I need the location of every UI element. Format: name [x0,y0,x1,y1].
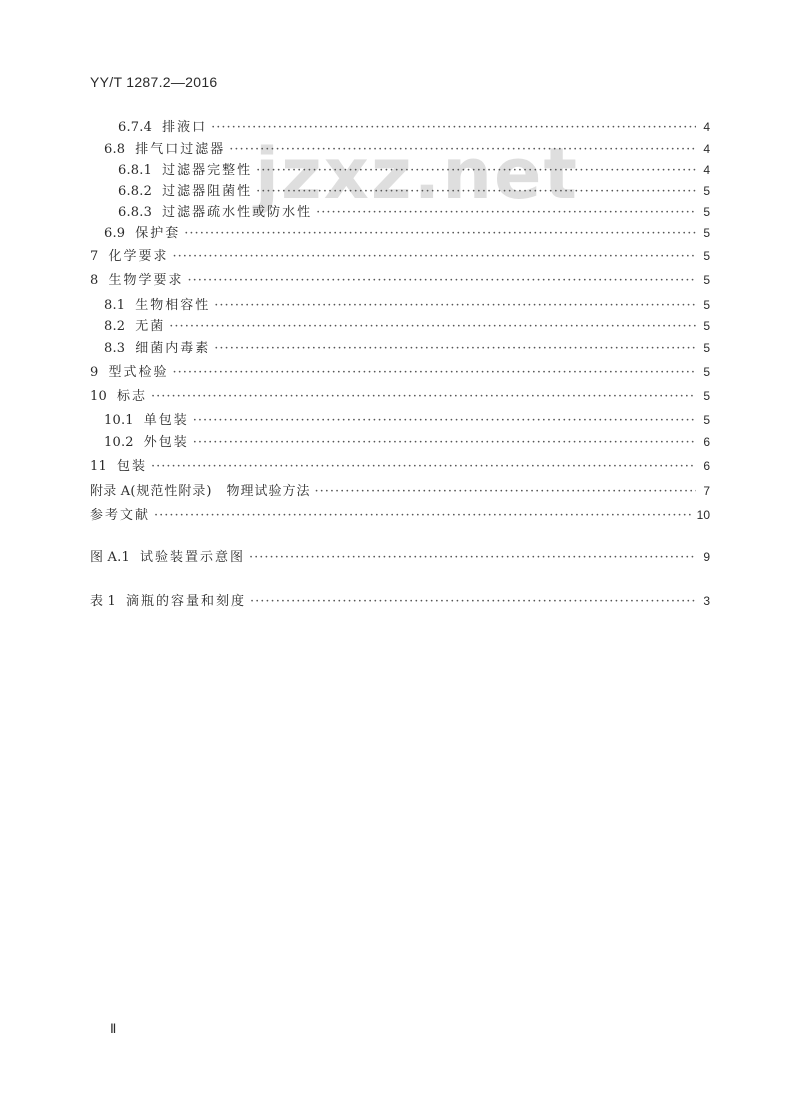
toc-entry-number: 8.3 [104,341,126,356]
toc-entry-7[interactable] [90,245,710,264]
toc-entry-page: 6 [703,435,710,449]
toc-entry-title: 单包装 [143,413,189,428]
toc-entry-title: 滴瓶的容量和刻度 [126,594,247,609]
toc-entry-bibliography[interactable] [90,504,710,523]
toc-entry-page: 5 [703,365,710,379]
toc-entry-number: 10.1 [104,413,134,428]
toc-entry-page: 4 [703,120,710,134]
toc-leader [169,319,696,334]
toc-entry-11[interactable] [90,455,710,474]
toc-entry-title: 排气口过滤器 [135,142,226,157]
toc-entry-number: 10 [90,389,107,404]
toc-entry-title: 试验装置示意图 [139,550,245,565]
toc-leader [193,435,696,450]
toc-entry-page: 9 [703,550,710,564]
toc-entry-title: 保护套 [135,226,181,241]
toc-entry-page: 10 [696,508,710,522]
toc-entry-title: 过滤器完整性 [162,163,253,178]
toc-entry-number: 6.9 [104,226,126,241]
toc-entry-title: 排液口 [162,120,208,135]
toc-entry-8-2[interactable] [104,315,710,334]
toc-entry-page: 3 [703,594,710,608]
toc-entry-title: 过滤器阻菌性 [162,184,253,199]
toc-leader [151,389,696,404]
toc-entry-6-8-2[interactable] [118,180,710,199]
toc-entry-page: 5 [703,205,710,219]
toc-entry-10-1[interactable] [104,409,710,428]
standard-code: YY/T 1287.2—2016 [90,74,218,90]
toc-entry-6-9[interactable] [104,222,710,241]
toc-entry-title: 外包装 [143,435,189,450]
toc-leader [193,413,696,428]
toc-entry-6-7-4[interactable] [118,116,710,135]
toc-leader [256,163,696,178]
toc-leader [214,341,696,356]
toc-leader [151,459,696,474]
toc-entry-page: 5 [703,249,710,263]
toc-leader [250,594,696,609]
toc-entry-figure-a-1[interactable] [90,546,710,565]
toc-entry-page: 5 [703,184,710,198]
toc-entry-8-1[interactable] [104,294,710,313]
toc-entry-number: 9 [90,365,99,380]
toc-leader [173,249,697,264]
toc-entry-title: 参考文献 [90,508,151,523]
toc-leader [211,120,696,135]
toc-leader [154,508,693,523]
toc-entry-number: 6.8 [104,142,126,157]
toc-entry-6-8-3[interactable] [118,201,710,220]
toc-entry-title: 生物学要求 [108,273,184,288]
toc-entry-number: 11 [90,459,107,474]
toc-entry-page: 5 [703,298,710,312]
toc-entry-number: 图 A.1 [90,550,130,565]
toc-leader [173,365,697,380]
toc-entry-title: 细菌内毒素 [135,341,211,356]
toc-leader [214,298,696,313]
toc-entry-title: 型式检验 [108,365,169,380]
toc-entry-page: 7 [703,484,710,498]
toc-entry-page: 5 [703,341,710,355]
page-number: Ⅱ [110,1021,117,1036]
toc-entry-page: 6 [703,459,710,473]
toc-entry-page: 5 [703,226,710,240]
toc-entry-number: 6.7.4 [118,120,153,135]
toc-entry-page: 5 [703,319,710,333]
toc-entry-table-1[interactable] [90,590,710,609]
toc-entry-6-8-1[interactable] [118,159,710,178]
toc-entry-title: 包装 [116,459,147,474]
toc-leader [229,142,696,157]
toc-entry-number: 8.2 [104,319,126,334]
toc-entry-title: 无菌 [135,319,166,334]
toc-entry-8[interactable] [90,269,710,288]
toc-entry-number: 7 [90,249,99,264]
toc-leader [184,226,696,241]
toc-entry-number: 10.2 [104,435,134,450]
toc-entry-page: 5 [703,389,710,403]
toc-entry-title: 化学要求 [108,249,169,264]
toc-entry-annex-a[interactable] [90,480,710,499]
toc-entry-title: 标志 [116,389,147,404]
toc-entry-number: 6.8.2 [118,184,153,199]
toc-entry-number: 6.8.1 [118,163,153,178]
toc-entry-10-2[interactable] [104,431,710,450]
toc-leader [188,273,697,288]
toc-entry-title: (规范性附录) 物理试验方法 [130,484,311,499]
toc-leader [314,484,696,499]
toc-entry-page: 4 [703,163,710,177]
toc-entry-title: 过滤器疏水性或防水性 [162,205,313,220]
toc-entry-number: 6.8.3 [118,205,153,220]
toc-entry-number: 表 1 [90,594,117,609]
toc-leader [316,205,696,220]
toc-entry-number: 8 [90,273,99,288]
toc-entry-8-3[interactable] [104,337,710,356]
toc-entry-number: 8.1 [104,298,126,313]
toc-entry-page: 5 [703,273,710,287]
toc-entry-page: 4 [703,142,710,156]
toc-entry-page: 5 [703,413,710,427]
toc-entry-6-8[interactable] [104,138,710,157]
toc-entry-title: 生物相容性 [135,298,211,313]
watermark: jzxz.net [255,133,579,215]
toc-leader [256,184,696,199]
toc-entry-10[interactable] [90,385,710,404]
toc-entry-number: 附录 A [90,484,131,499]
toc-entry-9[interactable] [90,361,710,380]
toc-leader [249,550,696,565]
